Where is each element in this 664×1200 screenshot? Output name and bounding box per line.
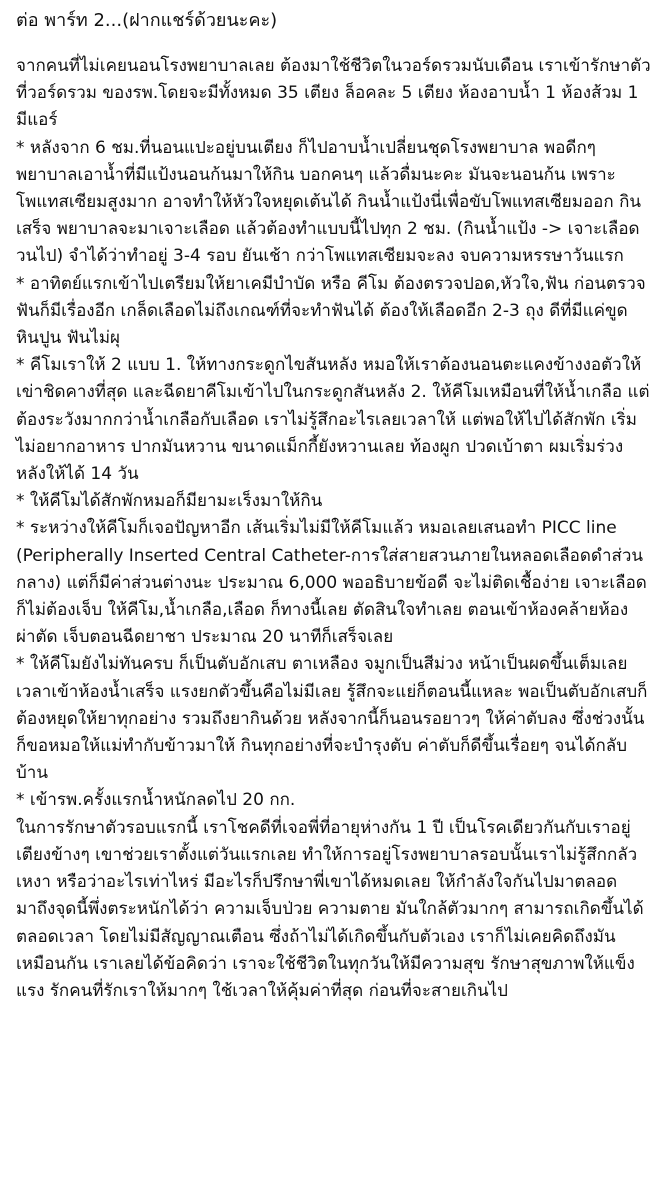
- paragraph-weight-loss: * เข้ารพ.ครั้งแรกน้ำหนักลดไป 20 กก.: [16, 790, 296, 811]
- paragraph-chemo-prep: * อาทิตย์แรกเข้าไปเตรียมให้ยาเคมีบำบัด หรือ คีโม ต้องตรวจปอด,หัวใจ,ฟัน ก่อนตรวจฟันก็มีเรื่องอีก เกล็ดเลือดไม่ถึงเกณฑ์ที่จะทำฟันได้ ต้องให้เลือดอีก 2-3 ถุง ดีที่มีแค่ขูดหินปูน ฟันไม่ผุ: [16, 273, 646, 349]
- paragraph-hepatitis: * ให้คีโมยังไม่ทันครบ ก็เป็นตับอักเสบ ตาเหลือง จมูกเป็นสีม่วง หน้าเป็นผดขึ้นเต็มเลย เวลาเข้าห้องน้ำเสร็จ แรงยกตัวขึ้นคือไม่มีเลย รู้สึกจะแย่ก็ตอนนี้แหละ พอเป็นตับอักเสบก็ต้องหยุดให้ยาทุกอย่าง รวมถึงยากินด้วย หลังจากนี้ก็นอนรอยาวๆ ให้ค่าตับลง ซึ่งช่วงนั้นก็ขอหมอให้แม่ทำกับข้าวมาให้ กินทุกอย่างที่จะบำรุงตับ ค่าตับก็ดีขึ้นเรื่อยๆ จนได้กลับบ้าน: [16, 654, 648, 784]
- paragraph-intro: จากคนที่ไม่เคยนอนโรงพยาบาลเลย ต้องมาใช้ชีวิตในวอร์ดรวมนับเดือน เราเข้ารักษาตัวที่วอร์ดรวม ของรพ.โดยจะมีทั้งหมด 35 เตียง ล็อคละ 5 เตียง ห้องอาบน้ำ 1 ห้องส้วม 1 มีแอร์: [16, 56, 651, 131]
- paragraph-reflection: มาถึงจุดนี้พึ่งตระหนักได้ว่า ความเจ็บป่วย ความตาย มันใกล้ตัวมากๆ สามารถเกิดขึ้นได้ตลอดเวลา โดยไม่มีสัญญาณเตือน ซึ่งถ้าไม่ได้เกิดขึ้นกับตัวเอง เราก็ไม่เคยคิดถึงมันเหมือนกัน เราเลยได้ข้อคิดว่า เราจะใช้ชีวิตในทุกวันให้มีความสุข รักษาสุขภาพให้แข็งแรง รักคนที่รักเราให้มากๆ ใช้เวลาให้คุ้มค่าที่สุด ก่อนที่จะสายเกินไป: [16, 899, 644, 1001]
- paragraph-bed-neighbor: ในการรักษาตัวรอบแรกนี้ เราโชคดีที่เจอพี่ที่อายุห่างกัน 1 ปี เป็นโรคเดียวกันกับเราอยู่เตียงข้างๆ เขาช่วยเราตั้งแต่วันแรกเลย ทำให้การอยู่โรงพยาบาลรอบนั้นเราไม่รู้สึกกลัว เหงา หรือว่าอะไรเท่าไหร่ มีอะไรก็ปรึกษาพี่เขาได้หมดเลย ให้กำลังใจกันไปมาตลอด: [16, 817, 638, 893]
- paragraph-picc-line: * ระหว่างให้คีโมก็เจอปัญหาอีก เส้นเริ่มไม่มีให้คีโมแล้ว หมอเลยเสนอทำ PICC line (Peripherally Inserted Central Catheter-การใส่สายสวนภายในหลอดเลือดดำส่วนกลาง) แต่ก็มีค่าส่วนต่างนะ ประมาณ 6,000 พออธิบายข้อดี จะไม่ติดเชื้อง่าย เจาะเลือดก็ไม่ต้องเจ็บ ให้คีโม,น้ำเกลือ,เลือด ก็ทางนี้เลย ตัดสินใจทำเลย ตอนเข้าห้องคล้ายห้องผ่าตัด เจ็บตอนฉีดยาชา ประมาณ 20 นาทีก็เสร็จเลย: [16, 518, 647, 648]
- paragraph-first-night: * หลังจาก 6 ชม.ที่นอนแปะอยู่บนเตียง ก็ไปอาบน้ำเปลี่ยนชุดโรงพยาบาล พอดีกๆ พยาบาลเอาน้ำที่มีแป้งนอนก้นมาให้กิน บอกคนๆ แล้วดื่มนะคะ มันจะนอนก้น เพราะโพแทสเซียมสูงมาก อาจทำให้หัวใจหยุดเต้นได้ กินน้ำแป้งนี่เพื่อขับโพแทสเซียมออก กินเสร็จ พยาบาลจะมาเจาะเลือด แล้วต้องทำแบบนี้ไปทุก 2 ชม. (กินน้ำแป้ง -> เจาะเลือด วนไป) จำได้ว่าทำอยู่ 3-4 รอบ ยันเช้า กว่าโพแทสเซียมจะลง จบความหรรษาวันแรก: [16, 137, 641, 267]
- paragraph-chemo-methods: * คีโมเราให้ 2 แบบ 1. ให้ทางกระดูกไขสันหลัง หมอให้เราต้องนอนตะแคงข้างงอตัวให้เข่าชิดคางที่สุด และฉีดยาคีโมเข้าไปในกระดูกสันหลัง 2. ให้คีโมเหมือนที่ให้น้ำเกลือ แต่ต้องระวังมากกว่าน้ำเกลือกับเลือด เราไม่รู้สึกอะไรเลยเวลาให้ แต่พอให้ไปได้สักพัก เริ่มไม่อยากอาหาร ปากมันหวาน ขนาดแม็กกี้ยังหวานเลย ท้องผูก ปวดเบ้าตา ผมเริ่มร่วง หลังให้ได้ 14 วัน: [16, 355, 650, 485]
- post-body: [16, 53, 654, 1005]
- post-title: ต่อ พาร์ท 2...(ฝากแชร์ด้วยนะคะ): [16, 10, 278, 31]
- paragraph-cancer-meds: * ให้คีโมได้สักพักหมอก็มียามะเร็งมาให้กิน: [16, 491, 323, 512]
